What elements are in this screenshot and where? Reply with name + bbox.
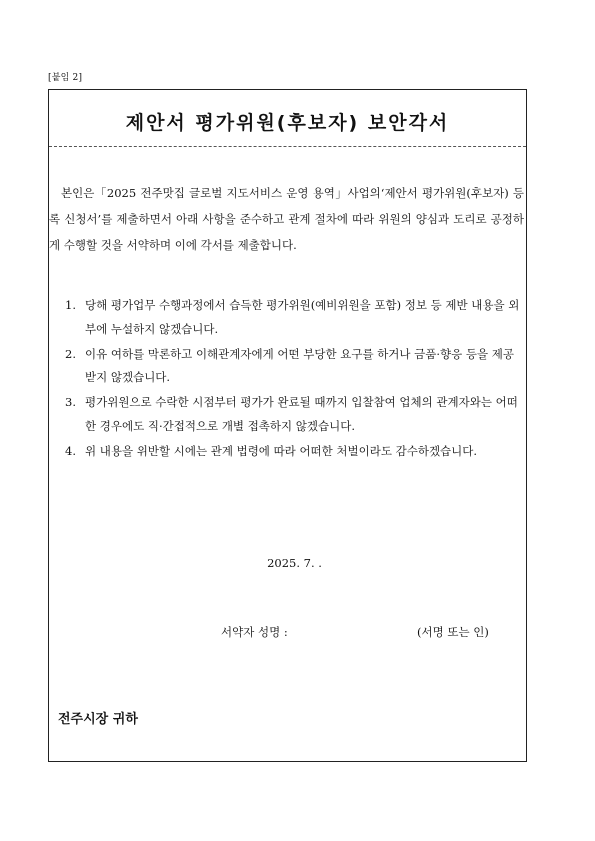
document-frame	[48, 89, 527, 762]
pledge-number: 3.	[65, 395, 76, 409]
pledge-item	[65, 440, 524, 464]
pledge-item	[65, 294, 524, 341]
pledge-text: 당해 평가업무 수행과정에서 습득한 평가위원(예비위원을 포함) 정보 등 제반 내용을 외부에 누설하지 않겠습니다.	[85, 298, 520, 336]
document-title: 제안서 평가위원(후보자) 보안각서	[125, 112, 450, 134]
pledge-text: 위 내용을 위반할 시에는 관계 법령에 따라 어떠한 처벌이라도 감수하겠습니다.	[85, 443, 478, 458]
pledge-text: 이유 여하를 막론하고 이해관계자에게 어떤 부당한 요구를 하거나 금품·향응 등을 제공받지 않겠습니다.	[85, 346, 515, 384]
pledge-number: 1.	[65, 298, 76, 312]
attachment-label: [붙임 2]	[48, 73, 83, 83]
addressee: 전주시장 귀하	[58, 712, 138, 727]
pledge-list	[65, 294, 524, 465]
pledge-item	[65, 343, 524, 390]
pledge-date: 2025. 7. .	[267, 556, 322, 570]
pledge-number: 4.	[65, 443, 76, 458]
pledge-text: 평가위원으로 수락한 시점부터 평가가 완료될 때까지 입찰참여 업체의 관계자와는 어떠한 경우에도 직·간접적으로 개별 접촉하지 않겠습니다.	[85, 395, 518, 433]
pledge-number: 2.	[65, 346, 76, 361]
pledge-item	[65, 391, 524, 438]
signature-note: (서명 또는 인)	[417, 625, 489, 639]
title-divider	[49, 146, 526, 147]
signer-name-label: 서약자 성명 :	[221, 625, 288, 639]
intro-paragraph: 본인은「2025 전주맛집 글로벌 지도서비스 운영 용역」사업의‘제안서 평가위원(후보자) 등록 신청서’를 제출하면서 아래 사항을 준수하고 관계 절차에 따라 위원의 양심과 도리로 공정하게 수행할 것을 서약하며 이에 각서를 제출합니다.	[49, 186, 524, 252]
